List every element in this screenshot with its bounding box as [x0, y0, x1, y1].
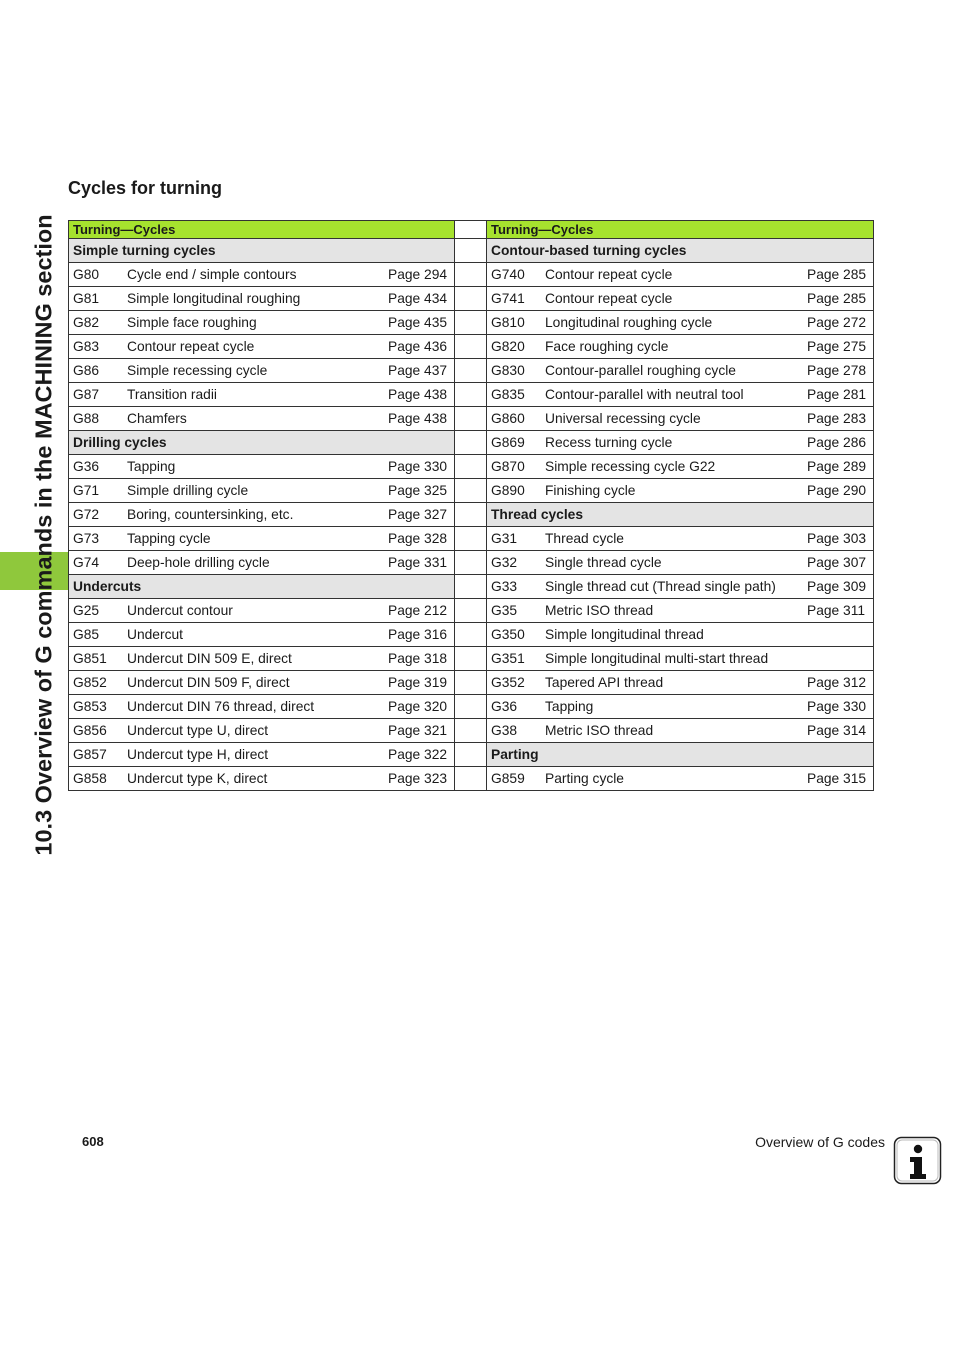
table-spacer: [455, 671, 487, 695]
table-row: [69, 671, 874, 695]
g-code-entry: [73, 723, 450, 738]
g-code-entry: [73, 507, 450, 522]
cycle-description: Transition radii: [127, 387, 217, 402]
cycle-description: Simple longitudinal thread: [545, 627, 704, 642]
g-code-entry: [73, 627, 450, 642]
table-cell: [69, 551, 455, 575]
table-row: [69, 335, 874, 359]
cycle-description: Cycle end / simple contours: [127, 267, 297, 282]
cycle-description: Simple face roughing: [127, 315, 257, 330]
page-reference: Page 320: [388, 699, 448, 714]
table-cell: [487, 479, 874, 503]
g-code-entry: [73, 651, 450, 666]
g-code-entry: [491, 459, 869, 474]
g-code: G35: [491, 603, 518, 618]
g-code-entry: [491, 531, 869, 546]
section-heading: Drilling cycles: [69, 431, 455, 455]
table-cell: [69, 503, 455, 527]
page-reference: Page 438: [388, 411, 448, 426]
cycle-description: Contour-parallel with neutral tool: [545, 387, 744, 402]
page-reference: Page 328: [388, 531, 448, 546]
table-cell: [69, 335, 455, 359]
section-heading: Contour-based turning cycles: [487, 239, 874, 263]
table-cell: [487, 431, 874, 455]
table-cell: [487, 551, 874, 575]
table-spacer: [455, 407, 487, 431]
cycle-description: Undercut type H, direct: [127, 747, 269, 762]
g-code-entry: [491, 603, 869, 618]
g-code-entry: [491, 723, 869, 738]
g-code: G820: [491, 339, 525, 354]
cycle-description: Metric ISO thread: [545, 723, 654, 738]
table-cell: [69, 455, 455, 479]
g-code: G858: [73, 771, 107, 786]
g-code: G74: [73, 555, 100, 570]
table-spacer: [455, 455, 487, 479]
cycle-description: Face roughing cycle: [545, 339, 669, 354]
cycle-description: Single thread cycle: [545, 555, 662, 570]
g-code: G351: [491, 651, 525, 666]
g-code-entry: [491, 411, 869, 426]
section-heading: Undercuts: [69, 575, 455, 599]
table-cell: [69, 623, 455, 647]
table-cell: [69, 383, 455, 407]
page-reference: Page 330: [807, 699, 867, 714]
g-code-entry: [491, 339, 869, 354]
table-spacer: [455, 221, 487, 239]
g-code-entry: [73, 459, 450, 474]
table-spacer: [455, 719, 487, 743]
page-reference: Page 436: [388, 339, 448, 354]
table-spacer: [455, 335, 487, 359]
g-code-table: [68, 220, 874, 791]
cycle-description: Thread cycle: [545, 531, 624, 546]
table-cell: [69, 743, 455, 767]
g-code: G87: [73, 387, 100, 402]
table-cell: [487, 527, 874, 551]
g-code: G81: [73, 291, 100, 306]
cycle-description: Undercut: [127, 627, 183, 642]
page-reference: Page 323: [388, 771, 448, 786]
table-row: [69, 575, 874, 599]
g-code: G25: [73, 603, 100, 618]
table-cell: [487, 647, 874, 671]
g-code: G85: [73, 627, 100, 642]
page-reference: Page 281: [807, 387, 867, 402]
page-reference: Page 437: [388, 363, 448, 378]
table-row: [69, 431, 874, 455]
g-code: G856: [73, 723, 107, 738]
table-cell: [487, 359, 874, 383]
page-reference: Page 309: [807, 579, 867, 594]
cycle-description: Longitudinal roughing cycle: [545, 315, 713, 330]
table-cell: [69, 719, 455, 743]
g-code: G33: [491, 579, 518, 594]
table-cell: [487, 695, 874, 719]
table-cell: [487, 671, 874, 695]
table-cell: [487, 311, 874, 335]
g-code: G86: [73, 363, 100, 378]
table-cell: [69, 263, 455, 287]
g-code-entry: [491, 267, 869, 282]
table-header-row: [69, 221, 874, 239]
table-spacer: [455, 383, 487, 407]
g-code: G810: [491, 315, 525, 330]
table-spacer: [455, 695, 487, 719]
page-reference: Page 321: [388, 723, 448, 738]
page-number: 608: [82, 1134, 104, 1149]
page-reference: Page 275: [807, 339, 867, 354]
cycle-description: Universal recessing cycle: [545, 411, 701, 426]
cycle-description: Tapping cycle: [127, 531, 211, 546]
page-reference: Page 319: [388, 675, 448, 690]
page-reference: Page 434: [388, 291, 448, 306]
cycle-description: Simple recessing cycle: [127, 363, 268, 378]
table-cell: [69, 647, 455, 671]
g-code: G740: [491, 267, 525, 282]
g-code: G31: [491, 531, 518, 546]
table-row: [69, 383, 874, 407]
table-spacer: [455, 479, 487, 503]
cycle-description: Undercut type K, direct: [127, 771, 268, 786]
page-reference: Page 314: [807, 723, 867, 738]
table-cell: [487, 719, 874, 743]
g-code: G859: [491, 771, 525, 786]
table-header-right: Turning—Cycles: [487, 221, 874, 239]
cycle-description: Undercut DIN 76 thread, direct: [127, 699, 315, 714]
section-heading: Simple turning cycles: [69, 239, 455, 263]
table-cell: [487, 455, 874, 479]
cycle-description: Tapping: [127, 459, 176, 474]
page-reference: Page 283: [807, 411, 867, 426]
g-code: G835: [491, 387, 525, 402]
table-cell: [487, 287, 874, 311]
cycle-description: Contour repeat cycle: [545, 267, 673, 282]
table-row: [69, 479, 874, 503]
page-reference: Page 285: [807, 291, 867, 306]
page-reference: Page 316: [388, 627, 448, 642]
page-reference: Page 318: [388, 651, 448, 666]
page-reference: Page 325: [388, 483, 448, 498]
g-code-entry: [73, 603, 450, 618]
table-row: [69, 455, 874, 479]
g-code-entry: [73, 387, 450, 402]
cycle-description: Undercut DIN 509 E, direct: [127, 651, 292, 666]
footer-section-title: Overview of G codes: [755, 1134, 885, 1150]
section-heading: Parting: [487, 743, 874, 767]
side-chapter-title-text: 10.3 Overview of G commands in the MACHINING section: [30, 214, 57, 856]
g-code: G852: [73, 675, 107, 690]
g-code-entry: [73, 747, 450, 762]
table-spacer: [455, 359, 487, 383]
table-row: [69, 239, 874, 263]
cycle-description: Contour-parallel roughing cycle: [545, 363, 736, 378]
g-code: G853: [73, 699, 107, 714]
side-chapter-title: [24, 184, 64, 886]
g-code: G82: [73, 315, 100, 330]
cycle-description: Boring, countersinking, etc.: [127, 507, 294, 522]
table-cell: [69, 671, 455, 695]
page-reference: Page 327: [388, 507, 448, 522]
table-row: [69, 551, 874, 575]
table-cell: [487, 767, 874, 791]
table-spacer: [455, 599, 487, 623]
g-code-entry: [491, 363, 869, 378]
cycle-description: Metric ISO thread: [545, 603, 654, 618]
table-cell: [487, 383, 874, 407]
table-cell: [487, 407, 874, 431]
g-code: G830: [491, 363, 525, 378]
table-row: [69, 359, 874, 383]
g-code-entry: [73, 483, 450, 498]
g-code-entry: [491, 435, 869, 450]
table-row: [69, 527, 874, 551]
g-code-entry: [73, 267, 450, 282]
page-reference: Page 330: [388, 459, 448, 474]
table-cell: [69, 287, 455, 311]
table-row: [69, 503, 874, 527]
page-reference: Page 322: [388, 747, 448, 762]
table-row: [69, 695, 874, 719]
cycle-description: Parting cycle: [545, 771, 624, 786]
table-cell: [69, 359, 455, 383]
page-reference: Page 307: [807, 555, 867, 570]
g-code: G83: [73, 339, 100, 354]
page-reference: Page 294: [388, 267, 448, 282]
g-code-entry: [491, 699, 869, 714]
g-code: G352: [491, 675, 525, 690]
g-code: G350: [491, 627, 525, 642]
table-cell: [69, 407, 455, 431]
g-code: G80: [73, 267, 100, 282]
g-code: G870: [491, 459, 525, 474]
page-reference: Page 438: [388, 387, 448, 402]
table-row: [69, 599, 874, 623]
g-code-entry: [73, 771, 450, 786]
page-reference: Page 285: [807, 267, 867, 282]
section-heading: Thread cycles: [487, 503, 874, 527]
cycle-description: Deep-hole drilling cycle: [127, 555, 270, 570]
table-cell: [69, 479, 455, 503]
page-reference: Page 315: [807, 771, 867, 786]
g-code: G38: [491, 723, 518, 738]
cycle-description: Simple longitudinal multi-start thread: [545, 651, 769, 666]
g-code: G860: [491, 411, 525, 426]
page-reference: Page 286: [807, 435, 867, 450]
g-code: G36: [491, 699, 518, 714]
g-code-entry: [491, 771, 869, 786]
table-row: [69, 287, 874, 311]
g-code-entry: [73, 411, 450, 426]
g-code: G71: [73, 483, 100, 498]
g-code-entry: [73, 699, 450, 714]
page-reference: Page 278: [807, 363, 867, 378]
g-code-entry: [491, 555, 869, 570]
page-reference: Page 303: [807, 531, 867, 546]
table-header-left: Turning—Cycles: [69, 221, 455, 239]
table-spacer: [455, 575, 487, 599]
cycle-description: Undercut type U, direct: [127, 723, 269, 738]
g-code-entry: [73, 363, 450, 378]
table-spacer: [455, 263, 487, 287]
g-code: G72: [73, 507, 100, 522]
table-spacer: [455, 503, 487, 527]
cycle-description: Tapping: [545, 699, 594, 714]
g-code-entry: [491, 675, 869, 690]
info-icon: [893, 1136, 942, 1185]
table-spacer: [455, 287, 487, 311]
g-code: G741: [491, 291, 525, 306]
cycle-description: Undercut contour: [127, 603, 233, 618]
page-reference: Page 212: [388, 603, 448, 618]
page-reference: Page 435: [388, 315, 448, 330]
table-cell: [69, 695, 455, 719]
table-row: [69, 623, 874, 647]
table-spacer: [455, 551, 487, 575]
table-row: [69, 647, 874, 671]
page-reference: Page 289: [807, 459, 867, 474]
table-spacer: [455, 239, 487, 263]
g-code-entry: [491, 291, 869, 306]
table-cell: [487, 263, 874, 287]
g-code-entry: [73, 315, 450, 330]
table-spacer: [455, 623, 487, 647]
g-code-entry: [491, 483, 869, 498]
table-cell: [69, 767, 455, 791]
cycle-description: Undercut DIN 509 F, direct: [127, 675, 290, 690]
table-spacer: [455, 311, 487, 335]
table-spacer: [455, 767, 487, 791]
page-reference: Page 290: [807, 483, 867, 498]
table-cell: [487, 335, 874, 359]
cycle-description: Recess turning cycle: [545, 435, 673, 450]
table-cell: [487, 623, 874, 647]
g-code-entry: [491, 627, 869, 642]
cycle-description: Single thread cut (Thread single path): [545, 579, 776, 594]
g-code: G851: [73, 651, 107, 666]
table-cell: [487, 599, 874, 623]
table-row: [69, 743, 874, 767]
cycle-description: Chamfers: [127, 411, 187, 426]
cycle-description: Simple longitudinal roughing: [127, 291, 301, 306]
g-code-entry: [491, 651, 869, 666]
cycle-description: Finishing cycle: [545, 483, 636, 498]
table-row: [69, 263, 874, 287]
page-reference: Page 311: [807, 603, 866, 618]
table-cell: [487, 575, 874, 599]
cycle-description: Simple recessing cycle G22: [545, 459, 716, 474]
g-code: G32: [491, 555, 518, 570]
table-cell: [69, 599, 455, 623]
g-code: G857: [73, 747, 107, 762]
g-code-entry: [73, 531, 450, 546]
cycle-description: Tapered API thread: [545, 675, 664, 690]
table-cell: [69, 527, 455, 551]
page-reference: Page 312: [807, 675, 867, 690]
table-cell: [69, 311, 455, 335]
table-spacer: [455, 527, 487, 551]
table-row: [69, 407, 874, 431]
cycle-description: Contour repeat cycle: [545, 291, 673, 306]
cycle-description: Simple drilling cycle: [127, 483, 249, 498]
cycle-description: Contour repeat cycle: [127, 339, 255, 354]
table-spacer: [455, 743, 487, 767]
table-row: [69, 767, 874, 791]
g-code-entry: [491, 387, 869, 402]
g-code: G890: [491, 483, 525, 498]
page-heading: Cycles for turning: [68, 178, 223, 198]
g-code: G36: [73, 459, 100, 474]
g-code: G88: [73, 411, 100, 426]
g-code-entry: [73, 675, 450, 690]
page-reference: Page 272: [807, 315, 867, 330]
g-code-entry: [73, 339, 450, 354]
g-code: G869: [491, 435, 525, 450]
g-code-entry: [491, 315, 869, 330]
page-reference: Page 331: [388, 555, 448, 570]
g-code-entry: [73, 555, 450, 570]
g-code-entry: [491, 579, 869, 594]
table-row: [69, 311, 874, 335]
table-row: [69, 719, 874, 743]
g-code: G73: [73, 531, 100, 546]
table-spacer: [455, 647, 487, 671]
table-spacer: [455, 431, 487, 455]
g-code-entry: [73, 291, 450, 306]
